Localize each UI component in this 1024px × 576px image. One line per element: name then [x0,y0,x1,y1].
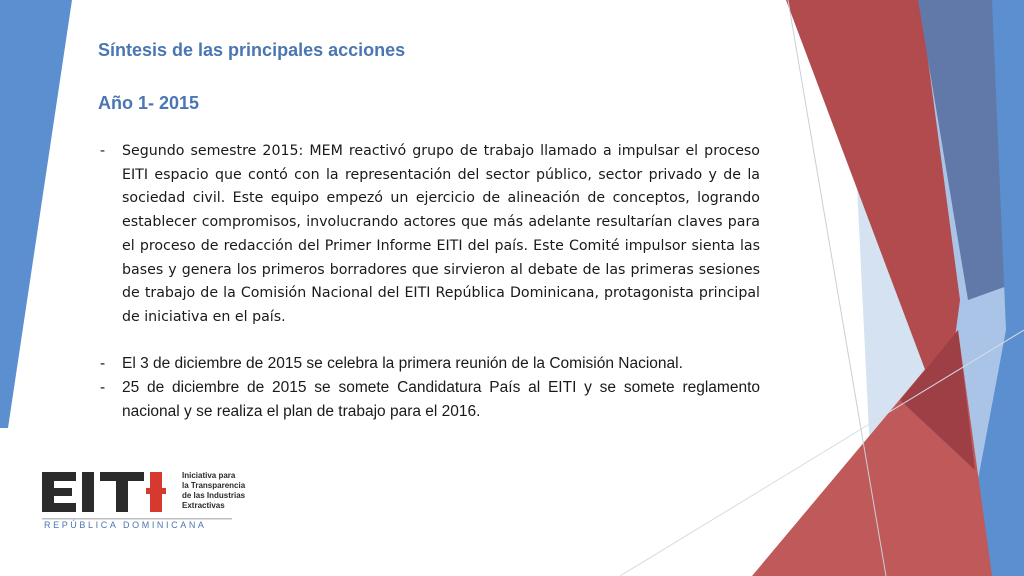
bullet-marker: - [100,354,106,372]
logo-wordmark: EITI [40,466,42,467]
bullet-marker: - [100,378,106,396]
bullet-item [98,352,760,376]
eiti-logo [40,466,300,530]
bullet-marker: - [100,143,106,159]
bullet-item [98,140,760,330]
logo-country: REPÚBLICA DOMINICANA [44,520,207,530]
bullet-text: El 3 de diciembre de 2015 se celebra la primera reunión de la Comisión Nacional. [122,354,683,372]
slide-title: Síntesis de las principales acciones [98,40,406,60]
bullet-list [98,140,760,424]
logo-tagline-3: de las Industrias [182,491,246,500]
bullet-text: 25 de diciembre de 2015 se somete Candidatura País al EITI y se somete reglamento nacional y se realiza el plan de trabajo para el 2016. [122,378,760,420]
logo-tagline-4: Extractivas [182,501,225,510]
slide-subtitle: Año 1- 2015 [98,93,200,113]
logo-tagline-2: la Transparencia [182,481,246,490]
logo-tagline-1: Iniciativa para [182,471,236,480]
bullet-item [98,376,760,424]
bullet-text: Segundo semestre 2015: MEM reactivó grupo de trabajo llamado a impulsar el proceso EITI espacio que contó con la representación del sector público, sector privado y de la sociedad civil. Este equipo empezó un ejercicio de alineación de conceptos, logrando establecer compromisos, involucrando actores que más adelante resultarían claves para el proceso de redacción del Primer Informe EITI del país. Este Comité impulsor sienta las bases y genera los primeros borradores que sirvieron al debate de las primeras sesiones de trabajo de la Comisión Nacional del EITI República Dominicana, protagonista principal de iniciativa en el país. [122,143,760,325]
